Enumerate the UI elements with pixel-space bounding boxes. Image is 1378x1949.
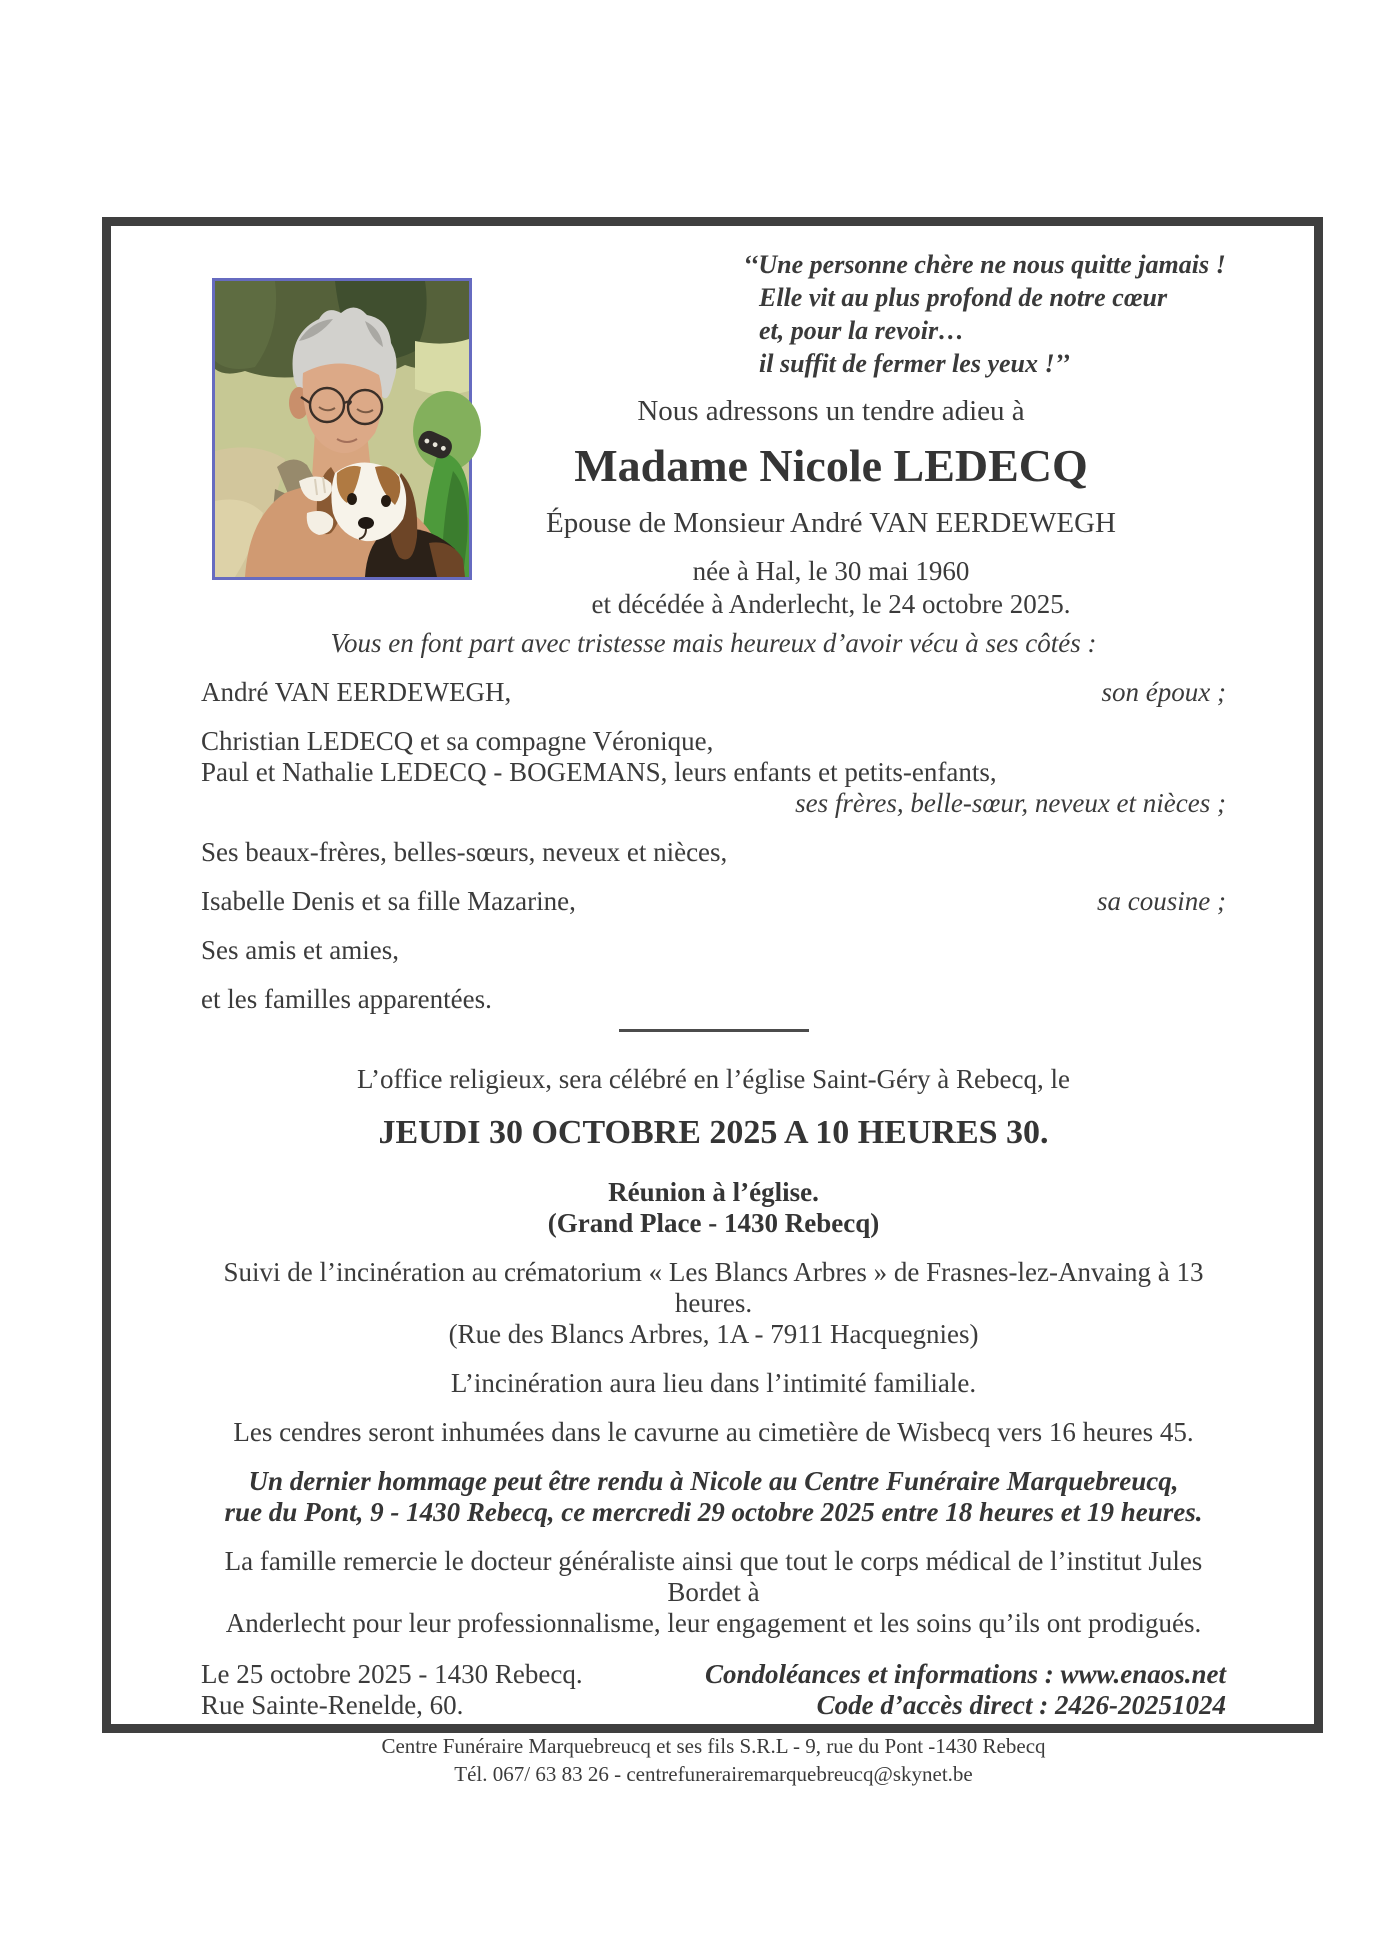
- siblings-relation: ses frères, belle-sœur, neveux et nièces ;: [795, 788, 1226, 818]
- funeral-home-contact: Tél. 067/ 63 83 26 - centrefunerairemarquebreucq@skynet.be: [454, 1762, 973, 1786]
- footer-row-2: [201, 1690, 1226, 1721]
- thanks-line: Anderlecht pour leur professionnalisme, leur engagement et les soins qu’ils ont prodigués.: [225, 1608, 1202, 1638]
- cousin-relation: sa cousine ;: [1097, 886, 1226, 916]
- family-row-cousin: [201, 886, 1226, 917]
- thanks-block: [201, 1546, 1226, 1639]
- quote-line: Elle vit au plus profond de notre cœur: [759, 283, 1168, 312]
- quote-line: il suffit de fermer les yeux !’’: [759, 349, 1070, 378]
- spouse-names: André VAN EERDEWEGH,: [201, 677, 512, 707]
- footer-condolences: Condoléances et informations : www.enaos.net: [704, 1659, 1226, 1689]
- family-row-spouse: [201, 677, 1226, 708]
- family-group-siblings: [201, 726, 1226, 819]
- header-section: [111, 226, 1314, 619]
- siblings-line: Paul et Nathalie LEDECQ - BOGEMANS, leurs enfants et petits-enfants,: [201, 757, 997, 787]
- spouse-relation: son époux ;: [1101, 677, 1226, 707]
- body-section: [111, 628, 1314, 1788]
- family-inlaws: Ses beaux-frères, belles-sœurs, neveux et nièces,: [201, 837, 728, 867]
- ashes-line: Les cendres seront inhumées dans le cavurne au cimetière de Wisbecq vers 16 heures 45.: [233, 1417, 1194, 1447]
- office-line: L’office religieux, sera célébré en l’église Saint-Géry à Rebecq, le: [357, 1064, 1070, 1094]
- family-intro: Vous en font part avec tristesse mais heureux d’avoir vécu à ses côtés :: [330, 628, 1097, 658]
- deceased-relation: Épouse de Monsieur André VAN EERDEWEGH: [546, 507, 1116, 539]
- cremation-address: (Rue des Blancs Arbres, 1A - 7911 Hacquegnies): [448, 1319, 979, 1349]
- meeting-line: Réunion à l’église.: [608, 1177, 819, 1207]
- footer-access-code: Code d’accès direct : 2426-20251024: [816, 1690, 1226, 1720]
- thanks-line: La famille remercie le docteur généraliste ainsi que tout le corps médical de l’institut Jules Bordet à: [224, 1546, 1203, 1607]
- announcement-intro: Nous adressons un tendre adieu à: [637, 395, 1025, 427]
- footer-date-place: Le 25 octobre 2025 - 1430 Rebecq.: [201, 1659, 583, 1689]
- announcement-block: [471, 394, 1191, 620]
- quote-line: et, pour la revoir…: [759, 316, 965, 345]
- funeral-home-line: Centre Funéraire Marquebreucq et ses fils S.R.L - 9, rue du Pont -1430 Rebecq: [381, 1734, 1046, 1758]
- portrait-photo: [212, 278, 472, 580]
- family-related: et les familles apparentées.: [201, 984, 492, 1014]
- portrait-photo-illustration: [215, 281, 469, 577]
- quote-line: ‘‘Une personne chère ne nous quitte jamais !: [743, 250, 1226, 279]
- memorial-quote: [743, 248, 1226, 380]
- page-border-frame: [102, 217, 1323, 1786]
- cremation-line: Suivi de l’incinération au crématorium « Les Blancs Arbres » de Frasnes-lez-Anvaing à 13 heures.: [223, 1257, 1204, 1318]
- deceased-name: Madame Nicole LEDECQ: [574, 440, 1088, 491]
- tribute-line: Un dernier hommage peut être rendu à Nicole au Centre Funéraire Marquebreucq,: [248, 1466, 1179, 1496]
- death-line: et décédée à Anderlecht, le 24 octobre 2025.: [591, 589, 1071, 619]
- privacy-line: L’incinération aura lieu dans l’intimité familiale.: [450, 1368, 977, 1398]
- ceremony-date: JEUDI 30 OCTOBRE 2025 A 10 HEURES 30.: [378, 1114, 1049, 1151]
- siblings-line: Christian LEDECQ et sa compagne Véronique,: [201, 726, 714, 756]
- funeral-home-block: [201, 1732, 1226, 1788]
- divider: [619, 1029, 809, 1032]
- meeting-place: (Grand Place - 1430 Rebecq): [547, 1208, 880, 1238]
- birth-line: née à Hal, le 30 mai 1960: [692, 556, 970, 586]
- footer-row-1: [201, 1659, 1226, 1690]
- tribute-block: [201, 1466, 1226, 1528]
- cremation-block: [201, 1257, 1226, 1350]
- footer-street: Rue Sainte-Renelde, 60.: [201, 1690, 464, 1720]
- tribute-line: rue du Pont, 9 - 1430 Rebecq, ce mercredi 29 octobre 2025 entre 18 heures et 19 heures.: [224, 1497, 1203, 1527]
- family-friends: Ses amis et amies,: [201, 935, 399, 965]
- cousin-names: Isabelle Denis et sa fille Mazarine,: [201, 886, 576, 916]
